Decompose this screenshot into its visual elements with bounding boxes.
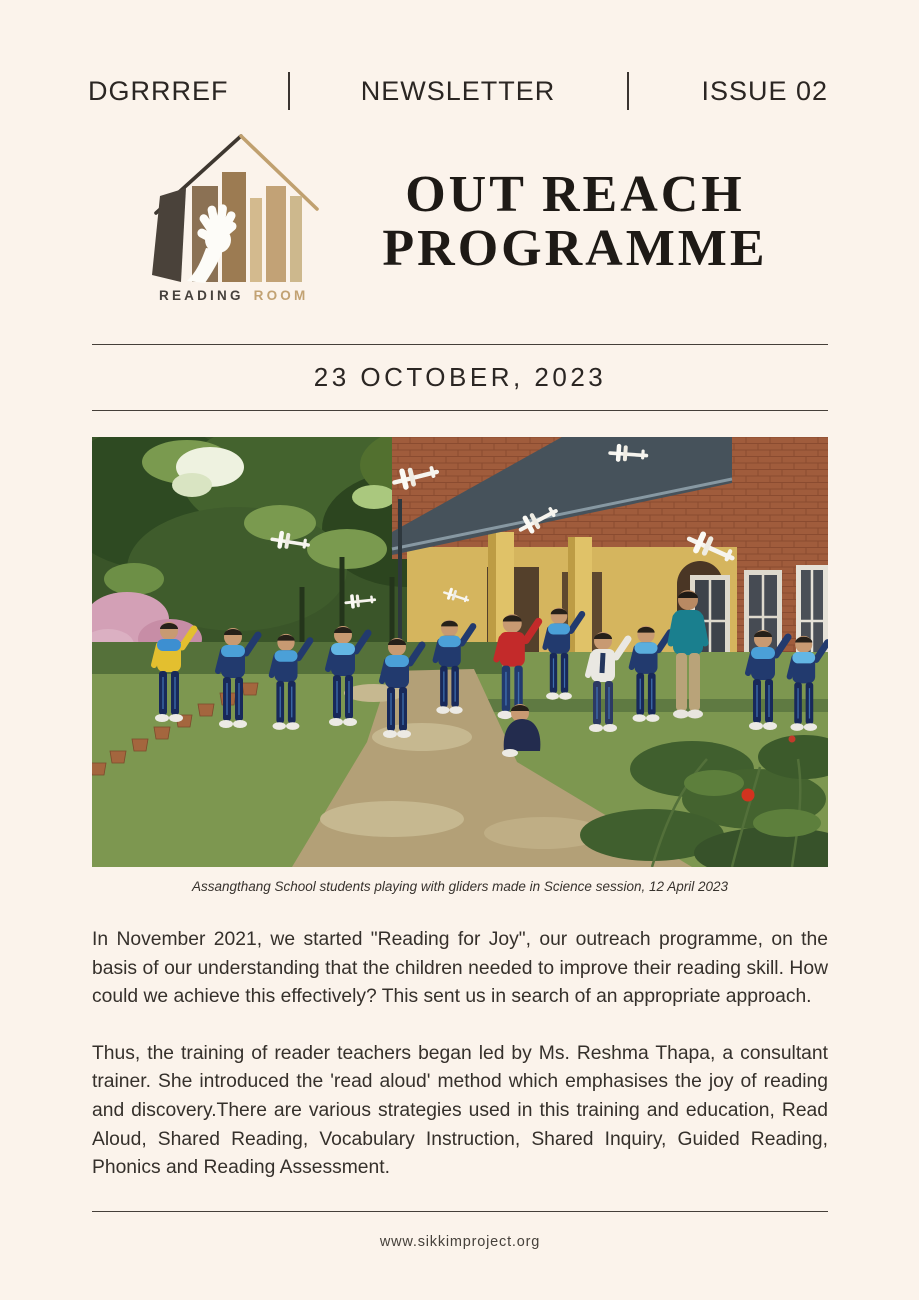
publication-type: NEWSLETTER [360, 75, 556, 106]
photo-caption: Assangthang School students playing with gliders made in Science session, 12 April 2023 [191, 879, 729, 894]
masthead-header [88, 72, 828, 110]
logo-wordmark: READING ROOM [159, 288, 309, 303]
divider [92, 1211, 828, 1212]
page-title [375, 168, 775, 276]
website-link[interactable]: www.sikkimproject.org [379, 1234, 541, 1250]
org-name: DGRRREF [88, 75, 229, 106]
issue-number: ISSUE 02 [701, 75, 828, 106]
title-line-1: OUT REACH [405, 166, 745, 223]
article-body [92, 926, 828, 1211]
outreach-photo [92, 437, 828, 867]
article-paragraph: Thus, the training of reader teachers began led by Ms. Reshma Thapa, a consultant trainer. She introduced the 'read aloud' method which emphasises the joy of reading and discovery.There are various strategies used in this training and education, Read Aloud, Shared Reading, Vocabulary Instruction, Shared Inquiry, Guided Reading, Phonics and Reading Assessment. [92, 1042, 828, 1179]
issue-date: 23 OCTOBER, 2023 [313, 362, 607, 392]
reading-room-logo [146, 122, 346, 307]
divider [92, 344, 828, 345]
title-line-2: PROGRAMME [382, 220, 768, 277]
divider [92, 410, 828, 411]
article-paragraph: In November 2021, we started "Reading for Joy", our outreach programme, on the basis of our understanding that the children needed to improve their reading skill. How could we achieve this effectively? This sent us in search of an appropriate approach. [92, 929, 828, 1008]
